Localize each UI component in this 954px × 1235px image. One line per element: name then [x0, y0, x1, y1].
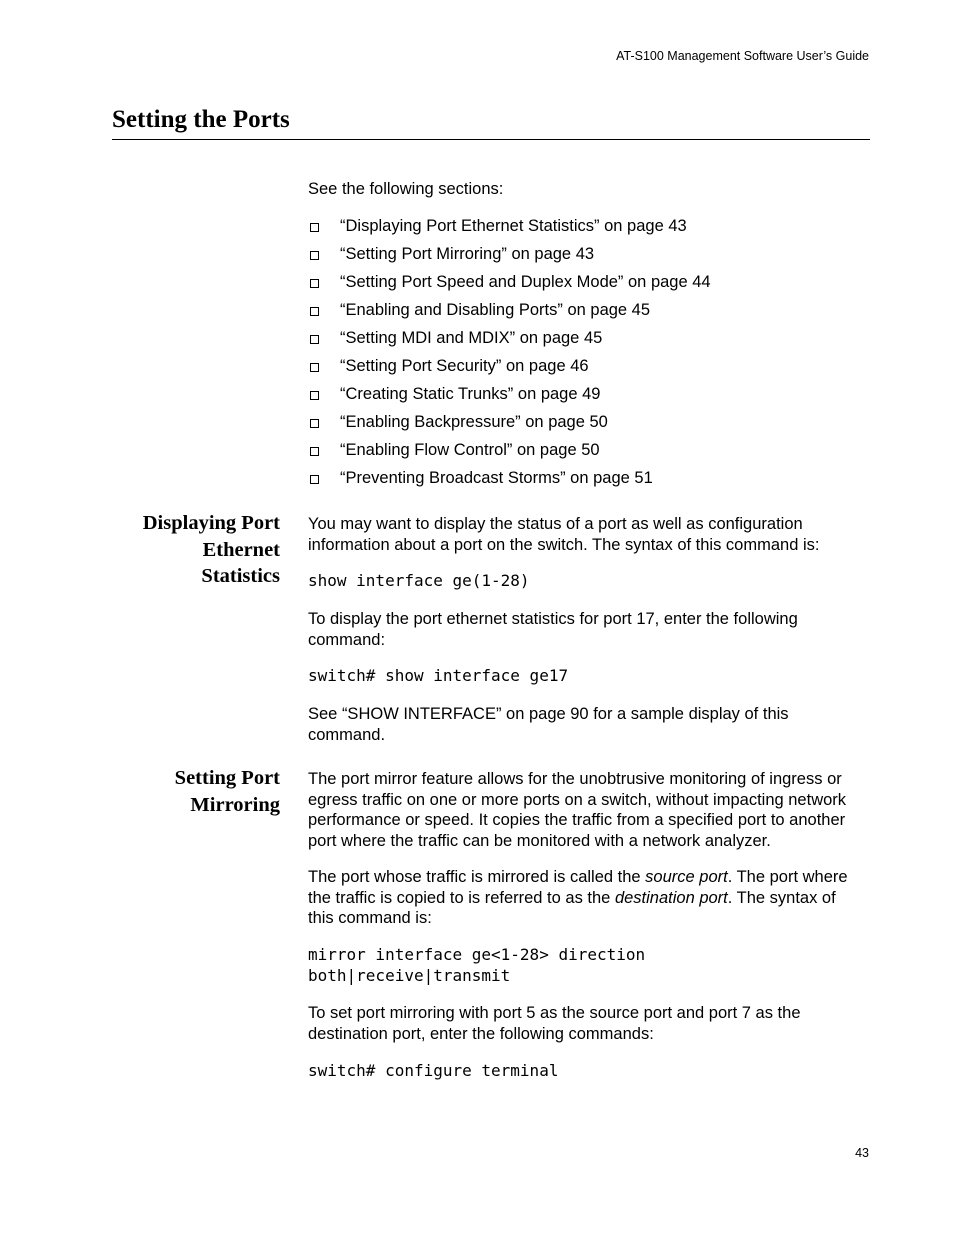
checkbox-bullet-icon [310, 223, 319, 232]
list-item[interactable] [308, 383, 711, 411]
page-number: 43 [855, 1146, 869, 1160]
text-line: command. [308, 725, 386, 744]
list-item-label: “Enabling Flow Control” on page 50 [340, 441, 600, 459]
running-header: AT-S100 Management Software User’s Guide [616, 49, 869, 63]
text-line: To set port mirroring with port 5 as the source port and port 7 as the [308, 1004, 801, 1022]
text-line: egress traffic on one or more ports on a switch, without impacting network [308, 790, 847, 809]
section1-paragraph-3 [308, 704, 870, 745]
list-item-label: “Enabling Backpressure” on page 50 [340, 413, 608, 431]
list-item-label: “Setting Port Mirroring” on page 43 [340, 245, 595, 263]
section-list [308, 215, 711, 495]
list-item[interactable] [308, 215, 711, 243]
text-line: port where the traffic can be monitored with a network analyzer. [308, 831, 771, 850]
page-title: Setting the Ports [112, 106, 290, 133]
term-destination-port: destination port [614, 888, 728, 907]
list-item-label: “Setting Port Security” on page 46 [340, 357, 589, 375]
code-line: both|receive|transmit [308, 966, 511, 985]
heading-line: Statistics [201, 565, 280, 587]
text-line [308, 888, 870, 909]
text-run: The port whose traffic is mirrored is called the [308, 868, 646, 886]
text-line: The port mirror feature allows for the unobtrusive monitoring of ingress or [308, 770, 842, 788]
text-line: To display the port ethernet statistics for port 17, enter the following [308, 610, 798, 628]
checkbox-bullet-icon [310, 335, 319, 344]
heading-line: Displaying Port [142, 512, 280, 534]
list-item[interactable] [308, 243, 711, 271]
section1-paragraph-2 [308, 609, 870, 650]
list-item[interactable] [308, 355, 711, 383]
list-item-label: “Setting Port Speed and Duplex Mode” on page 44 [340, 273, 711, 291]
list-item[interactable] [308, 271, 711, 299]
heading-line: Mirroring [190, 793, 280, 816]
text-run: the traffic is copied to is referred to as the [308, 888, 615, 907]
term-source-port: source port [645, 868, 728, 886]
heading-line: Ethernet [202, 538, 280, 561]
section1-paragraph-1 [308, 514, 870, 555]
list-item[interactable] [308, 411, 711, 439]
code-configure-terminal: switch# configure terminal [308, 1061, 559, 1080]
title-rule [112, 139, 870, 140]
checkbox-bullet-icon [310, 447, 319, 456]
text-line: See “SHOW INTERFACE” on page 90 for a sample display of this [308, 705, 789, 723]
intro-text [308, 179, 870, 200]
list-item[interactable] [308, 467, 711, 495]
checkbox-bullet-icon [310, 475, 319, 484]
checkbox-bullet-icon [310, 307, 319, 316]
list-item-label: “Creating Static Trunks” on page 49 [340, 385, 601, 403]
text-line: You may want to display the status of a port as well as configuration [308, 515, 803, 533]
section2-paragraph-2 [308, 867, 870, 929]
section-heading-setting-port-mirroring [175, 765, 280, 818]
text-run: . The port where [727, 868, 848, 886]
list-item-label: “Preventing Broadcast Storms” on page 51 [340, 469, 653, 487]
section2-paragraph-1 [308, 769, 870, 851]
intro-paragraph: See the following sections: [308, 180, 504, 198]
list-item-label: “Displaying Port Ethernet Statistics” on page 43 [340, 217, 687, 235]
list-item[interactable] [308, 299, 711, 327]
heading-line: Setting Port [174, 767, 280, 789]
text-line: information about a port on the switch. The syntax of this command is: [308, 535, 820, 554]
code-mirror-interface [308, 944, 870, 986]
section2-paragraph-3 [308, 1003, 870, 1044]
list-item-label: “Enabling and Disabling Ports” on page 45 [340, 301, 651, 319]
text-line: destination port, enter the following commands: [308, 1024, 654, 1043]
checkbox-bullet-icon [310, 279, 319, 288]
text-line: performance or speed. It copies the traffic from a specified port to another [308, 811, 846, 829]
list-item-label: “Setting MDI and MDIX” on page 45 [340, 329, 603, 347]
text-line: this command is: [308, 909, 432, 927]
code-show-interface: show interface ge(1-28) [308, 571, 530, 590]
code-show-interface-ge17: switch# show interface ge17 [308, 666, 569, 685]
list-item[interactable] [308, 327, 711, 355]
code-line: mirror interface ge<1-28> direction [308, 945, 646, 964]
text-run: . The syntax of [727, 888, 836, 907]
list-item[interactable] [308, 439, 711, 467]
text-line: command: [308, 630, 386, 649]
checkbox-bullet-icon [310, 363, 319, 372]
section-heading-displaying-port-ethernet-statistics [143, 510, 280, 590]
text-line [308, 867, 870, 888]
checkbox-bullet-icon [310, 251, 319, 260]
checkbox-bullet-icon [310, 391, 319, 400]
checkbox-bullet-icon [310, 419, 319, 428]
